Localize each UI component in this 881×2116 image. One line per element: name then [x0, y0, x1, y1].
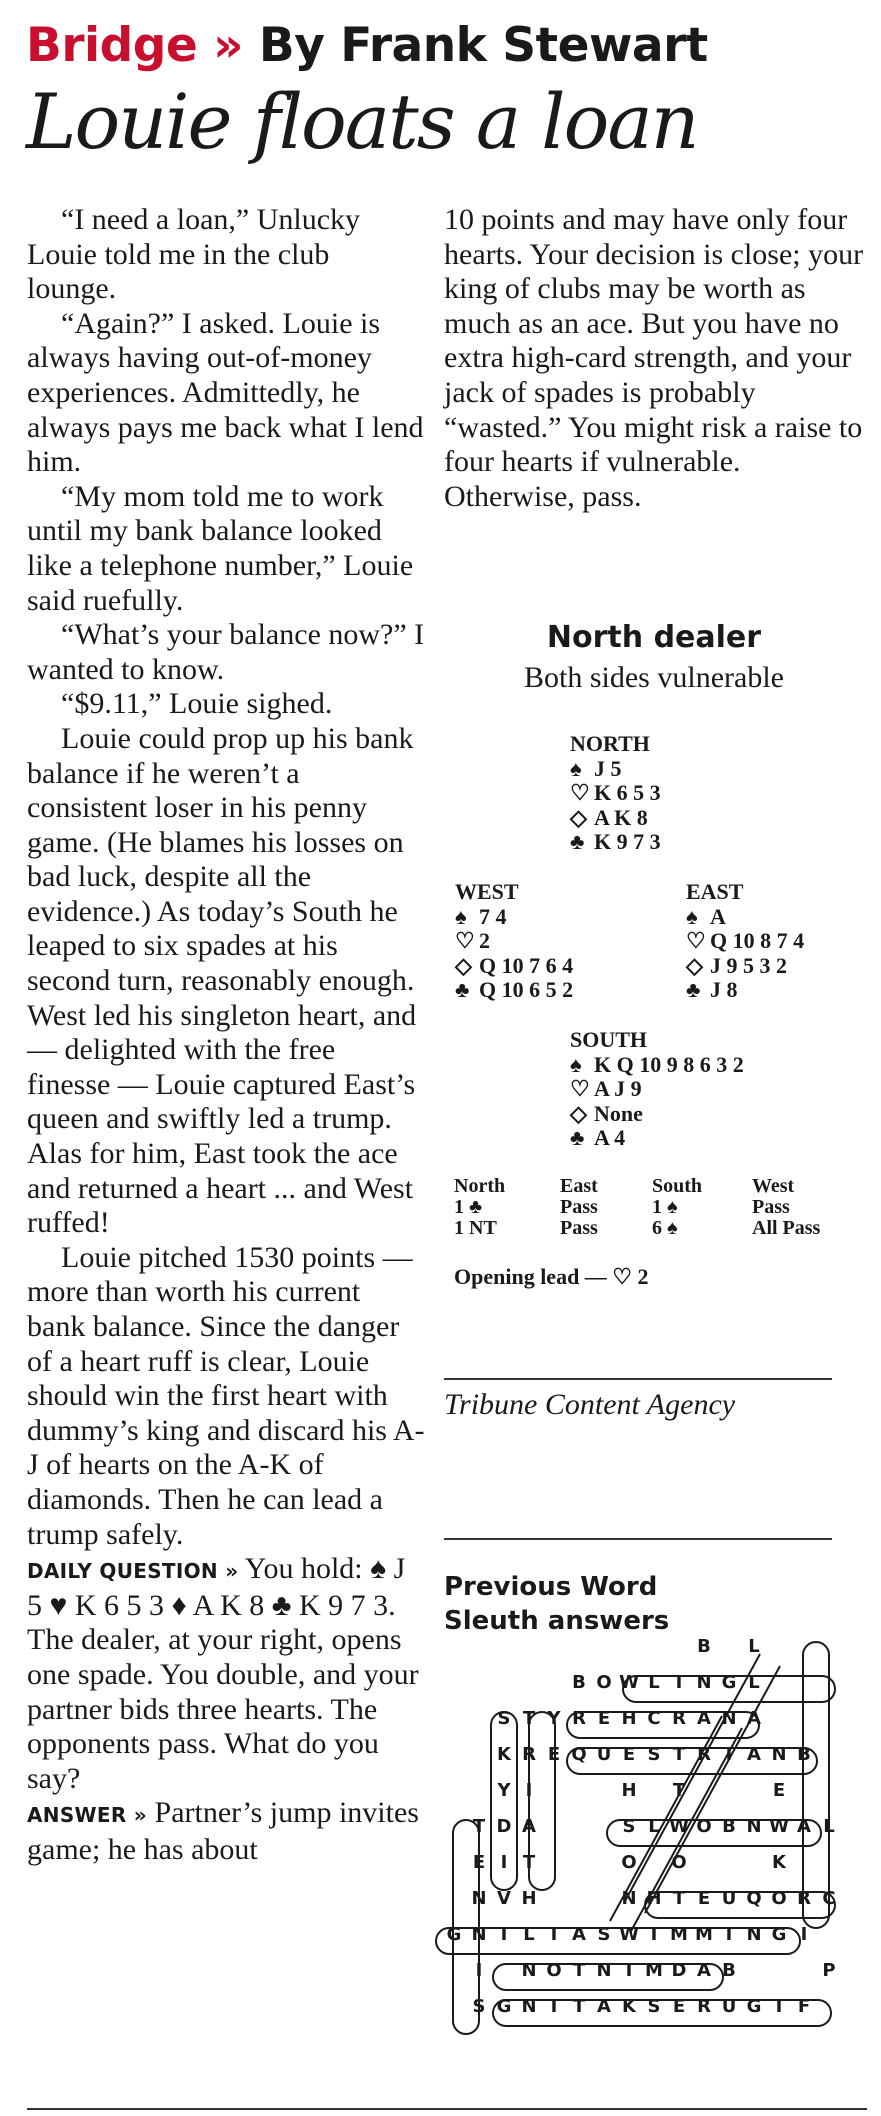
- grid-letter: L: [523, 1924, 535, 1945]
- grid-letter: L: [648, 1816, 660, 1837]
- grid-letter: S: [647, 1744, 661, 1765]
- grid-letter: W: [619, 1924, 639, 1945]
- hand-label: EAST: [686, 879, 744, 904]
- grid-letter: Y: [547, 1708, 561, 1729]
- grid-letter: I: [800, 1924, 808, 1945]
- suit-row-spades: [686, 905, 804, 930]
- column-brand: Bridge »: [26, 18, 244, 73]
- grid-letter: A: [522, 1816, 536, 1837]
- heart-icon: ♡: [570, 1076, 590, 1102]
- grid-letter: S: [622, 1816, 636, 1837]
- grid-letter: E: [672, 1996, 686, 2017]
- club-icon: ♣: [455, 977, 470, 1003]
- grid-letter: B: [697, 1636, 711, 1657]
- grid-letter: I: [625, 1960, 633, 1981]
- grid-letter: L: [648, 1672, 660, 1693]
- grid-letter: I: [550, 1996, 558, 2017]
- grid-letter: A: [747, 1708, 761, 1729]
- paragraph: “What’s your balance now?” I wanted to know.: [27, 618, 425, 686]
- suit-row-diamonds: [686, 954, 804, 979]
- diamond-icon: ◇: [455, 952, 472, 978]
- auction-bid: Pass: [752, 1196, 790, 1218]
- holding: K Q 10 9 8 6 3 2: [594, 1051, 744, 1077]
- grid-letter: Q: [571, 1744, 587, 1765]
- suit-row-hearts: [455, 929, 573, 954]
- answer-loops: [436, 1642, 835, 2034]
- auction-bid: Pass: [560, 1217, 598, 1239]
- holding: A: [710, 903, 726, 929]
- spade-icon: ♠: [455, 903, 467, 929]
- holding: A 4: [594, 1125, 626, 1151]
- holding: Q 10 6 5 2: [479, 977, 574, 1003]
- paragraph: “My mom told me to work until my bank balance looked like a telephone number,” Louie said ruefully.: [27, 479, 414, 617]
- answer-loop: [645, 1666, 780, 1913]
- grid-letter: M: [695, 1924, 713, 1945]
- holding: 7 4: [479, 903, 507, 929]
- grid-letter: G: [446, 1924, 462, 1945]
- suit-row-clubs: [570, 1126, 744, 1151]
- auction-header: North: [454, 1175, 506, 1197]
- answer: [27, 1796, 425, 1867]
- grid-letter: N: [746, 1924, 762, 1945]
- grid-letter: O: [771, 1888, 787, 1909]
- grid-letter: T: [472, 1816, 486, 1837]
- grid-letter: U: [721, 1996, 737, 2017]
- grid-letter: S: [647, 1996, 661, 2017]
- holding: J 5: [594, 755, 622, 781]
- headline: Louie floats a loan: [26, 77, 698, 166]
- spade-icon: ♠: [570, 755, 582, 781]
- grid-letter: S: [472, 1996, 486, 2017]
- grid-letter: L: [823, 1816, 835, 1837]
- grid-letter: O: [546, 1960, 562, 1981]
- grid-letter: U: [721, 1888, 737, 1909]
- grid-letter: W: [669, 1816, 689, 1837]
- holding: K 9 7 3: [594, 829, 661, 855]
- grid-letter: S: [597, 1924, 611, 1945]
- holding: K 6 5 3: [594, 780, 661, 806]
- grid-letter: T: [572, 1996, 586, 2017]
- grid-letter: A: [747, 1744, 761, 1765]
- grid-letter: R: [572, 1708, 586, 1729]
- heart-icon: ♡: [686, 928, 706, 954]
- spade-icon: ♠: [686, 903, 698, 929]
- grid-letter: B: [722, 1960, 736, 1981]
- grid-letter: R: [697, 1744, 711, 1765]
- suit-row-hearts: [686, 929, 804, 954]
- grid-letter: G: [721, 1672, 737, 1693]
- holding: Q 10 7 6 4: [479, 952, 574, 978]
- grid-letter: N: [471, 1924, 487, 1945]
- grid-letter: N: [521, 1960, 537, 1981]
- auction-header: West: [752, 1175, 795, 1197]
- grid-letter: N: [771, 1744, 787, 1765]
- holding: 2: [479, 928, 490, 954]
- grid-letter: I: [475, 1960, 483, 1981]
- grid-letter: H: [621, 1708, 637, 1729]
- grid-letter: Y: [497, 1780, 511, 1801]
- hand-south: [570, 1028, 744, 1151]
- grid-letter: N: [596, 1960, 612, 1981]
- club-icon: ♣: [570, 829, 585, 855]
- grid-letter: Q: [746, 1888, 762, 1909]
- answer-loop: [803, 1642, 829, 1928]
- grid-letter: T: [522, 1708, 536, 1729]
- hand-east: [686, 880, 804, 1003]
- grid-letter: I: [675, 1672, 683, 1693]
- grid-letter: C: [647, 1708, 661, 1729]
- suit-row-hearts: [570, 781, 661, 806]
- answer-loop: [622, 1654, 760, 1901]
- auction-bid: 1 ♠: [652, 1196, 678, 1218]
- heart-icon: ♡: [570, 780, 590, 806]
- grid-letter: K: [772, 1852, 786, 1873]
- suit-row-clubs: [686, 978, 804, 1003]
- hand-north: [570, 732, 661, 855]
- grid-letter: N: [696, 1672, 712, 1693]
- suit-row-hearts: [570, 1077, 744, 1102]
- dealer-title: North dealer: [546, 620, 762, 655]
- holding: Q 10 8 7 4: [710, 928, 805, 954]
- suit-row-spades: [570, 757, 661, 782]
- auction-bid: Pass: [560, 1196, 598, 1218]
- grid-letter: T: [672, 1780, 686, 1801]
- answer-text: Partner’s jump invites game; he has about: [27, 1796, 419, 1866]
- left-column: [27, 203, 425, 1868]
- grid-letter: O: [621, 1852, 637, 1873]
- byline: By Frank Stewart: [258, 18, 708, 73]
- grid-letter: T: [572, 1960, 586, 1981]
- holding: J 9 5 3 2: [710, 952, 787, 978]
- grid-letter: H: [621, 1780, 637, 1801]
- grid-letter: E: [597, 1708, 611, 1729]
- auction-bid: 1 NT: [454, 1217, 497, 1239]
- answer-label: ANSWER »: [27, 1803, 148, 1828]
- grid-letter: T: [672, 1744, 686, 1765]
- grid-letter: W: [619, 1672, 639, 1693]
- grid-letter: E: [472, 1852, 486, 1873]
- holding: A J 9: [594, 1076, 642, 1102]
- syndication-credit: Tribune Content Agency: [444, 1388, 736, 1421]
- grid-letter: N: [521, 1996, 537, 2017]
- grid-letter: I: [500, 1924, 508, 1945]
- grid-letter: A: [697, 1708, 711, 1729]
- diamond-icon: ◇: [686, 952, 703, 978]
- suit-row-spades: [455, 905, 573, 930]
- suit-row-spades: [570, 1053, 744, 1078]
- grid-letter: S: [497, 1708, 511, 1729]
- divider: [444, 1378, 832, 1380]
- grid-letter: I: [650, 1924, 658, 1945]
- grid-letter: R: [672, 1708, 686, 1729]
- grid-letter: I: [500, 1852, 508, 1873]
- vulnerability: Both sides vulnerable: [524, 661, 784, 694]
- grid-letter: N: [621, 1888, 637, 1909]
- grid-letter: G: [771, 1924, 787, 1945]
- letter-grid: [447, 1636, 836, 2017]
- word-sleuth-title-line: Previous Word: [444, 1572, 658, 1602]
- grid-letter: B: [722, 1816, 736, 1837]
- grid-letter: A: [572, 1924, 586, 1945]
- answer-continued: 10 points and may have only four hearts. Your decision is close; your king of clubs may be worth as much as an ace. But you have no extra high-card strength, and your jack of spades is probably “wasted.” You might risk a raise to four hearts if vulnerable. Otherwise, pass.: [444, 203, 864, 513]
- grid-letter: R: [697, 1996, 711, 2017]
- club-icon: ♣: [686, 977, 701, 1003]
- grid-letter: I: [525, 1780, 533, 1801]
- paragraph: “Again?” I asked. Louie is always having out-of-money experiences. Admittedly, he always pays me back what I lend him.: [27, 306, 424, 479]
- grid-letter: D: [671, 1960, 687, 1981]
- grid-letter: I: [550, 1924, 558, 1945]
- hand-label: NORTH: [570, 731, 650, 756]
- daily-question-text: You hold: ♠ J 5 ♥ K 6 5 3 ♦ A K 8 ♣ K 9 7 3. The dealer, at your right, opens one spade. You double, and your partner bids three hearts. The opponents pass. What do you say?: [27, 1552, 419, 1795]
- paragraph: Louie could prop up his bank balance if he weren’t a consistent loser in his penny game. (He blames his losses on bad luck, despite all the evidence.) As today’s South he leaped to six spades at his second turn, reasonably enough. West led his singleton heart, and — delighted with the free finesse — Louie captured East’s queen and swiftly led a trump. Alas for him, East took the ace and returned a heart ... and West ruffed!: [27, 721, 417, 1240]
- grid-letter: G: [746, 1996, 762, 2017]
- word-sleuth-title-line: Sleuth answers: [444, 1606, 670, 1636]
- spade-icon: ♠: [570, 1051, 582, 1077]
- suit-row-clubs: [455, 978, 573, 1003]
- auction-header: South: [652, 1175, 703, 1197]
- grid-letter: O: [671, 1852, 687, 1873]
- paragraph: “$9.11,” Louie sighed.: [61, 687, 333, 721]
- auction-bid: All Pass: [752, 1217, 821, 1239]
- holding: J 8: [710, 977, 738, 1003]
- grid-letter: E: [697, 1888, 711, 1909]
- suit-row-clubs: [570, 830, 661, 855]
- grid-letter: G: [496, 1996, 512, 2017]
- divider: [444, 1538, 832, 1540]
- grid-letter: O: [696, 1816, 712, 1837]
- auction-header: East: [560, 1175, 598, 1197]
- suit-row-diamonds: [570, 1102, 744, 1127]
- suit-row-diamonds: [455, 954, 573, 979]
- auction-bid: 1 ♣: [454, 1196, 483, 1218]
- grid-letter: A: [797, 1816, 811, 1837]
- daily-question-label: DAILY QUESTION »: [27, 1559, 239, 1584]
- heart-icon: ♡: [455, 928, 475, 954]
- hand-label: SOUTH: [570, 1027, 648, 1052]
- word-sleuth-grid: [440, 1636, 840, 2096]
- grid-letter: N: [746, 1816, 762, 1837]
- grid-letter: I: [775, 1996, 783, 2017]
- grid-letter: E: [547, 1744, 561, 1765]
- column-kicker: [26, 18, 866, 74]
- grid-letter: T: [672, 1888, 686, 1909]
- grid-letter: R: [522, 1744, 536, 1765]
- grid-letter: F: [797, 1996, 811, 2017]
- hand-west: [455, 880, 573, 1003]
- right-column: [444, 203, 864, 514]
- opening-lead: Opening lead — ♡ 2: [454, 1264, 649, 1289]
- grid-letter: I: [725, 1744, 733, 1765]
- grid-letter: V: [497, 1888, 511, 1909]
- deal-heading: [444, 618, 864, 698]
- diamond-icon: ◇: [570, 804, 587, 830]
- grid-letter: L: [748, 1636, 760, 1657]
- grid-letter: D: [496, 1816, 512, 1837]
- grid-letter: H: [521, 1888, 537, 1909]
- divider: [27, 2108, 867, 2110]
- suit-row-diamonds: [570, 806, 661, 831]
- grid-letter: W: [769, 1816, 789, 1837]
- grid-letter: I: [725, 1924, 733, 1945]
- holding: None: [594, 1100, 643, 1126]
- grid-letter: R: [797, 1888, 811, 1909]
- auction-bid: 6 ♠: [652, 1217, 678, 1239]
- diamond-icon: ◇: [570, 1100, 587, 1126]
- grid-letter: B: [797, 1744, 811, 1765]
- grid-letter: E: [772, 1780, 786, 1801]
- grid-letter: L: [748, 1672, 760, 1693]
- grid-letter: C: [822, 1888, 836, 1909]
- grid-letter: T: [522, 1852, 536, 1873]
- grid-letter: U: [596, 1744, 612, 1765]
- grid-letter: A: [697, 1960, 711, 1981]
- hand-label: WEST: [455, 879, 519, 904]
- holding: A K 8: [594, 804, 648, 830]
- daily-question: [27, 1552, 425, 1796]
- grid-letter: M: [670, 1924, 688, 1945]
- grid-letter: H: [646, 1888, 662, 1909]
- grid-letter: A: [597, 1996, 611, 2017]
- grid-letter: E: [622, 1744, 636, 1765]
- answer-loop: [436, 1928, 800, 1954]
- grid-letter: N: [721, 1708, 737, 1729]
- grid-letter: K: [497, 1744, 511, 1765]
- grid-letter: B: [572, 1672, 586, 1693]
- grid-letter: K: [622, 1996, 636, 2017]
- paragraph: Louie pitched 1530 points — more than worth his current bank balance. Since the danger of a heart ruff is clear, Louie should win the first heart with dummy’s king and discard his A-J of hearts on the A-K of diamonds. Then he can lead a trump safely.: [27, 1240, 425, 1551]
- grid-letter: M: [645, 1960, 663, 1981]
- club-icon: ♣: [570, 1125, 585, 1151]
- word-sleuth-title: [444, 1570, 669, 1638]
- grid-letter: O: [596, 1672, 612, 1693]
- article-header: [26, 18, 866, 168]
- grid-letter: N: [471, 1888, 487, 1909]
- paragraph: “I need a loan,” Unlucky Louie told me in the club lounge.: [27, 203, 361, 306]
- grid-letter: P: [822, 1960, 836, 1981]
